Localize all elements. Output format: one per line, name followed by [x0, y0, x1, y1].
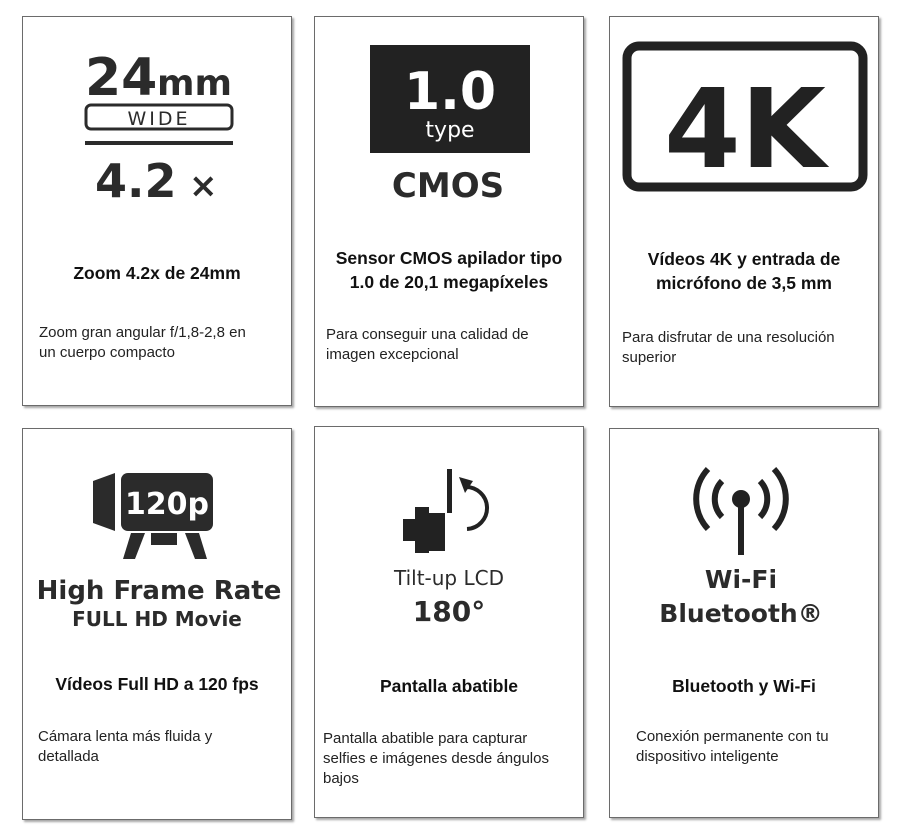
icon-text-line1: Wi-Fi [704, 565, 778, 594]
icon-text-sensor: CMOS [391, 166, 505, 206]
icon-text-times: × [189, 166, 218, 206]
feature-card-4k [609, 16, 879, 407]
icon-text-zoom: 4.2 [95, 154, 177, 208]
card-title: Vídeos 4K y entrada de micrófono de 3,5 mm [647, 249, 841, 293]
wireless-antenna-icon [610, 429, 878, 654]
4k-video-icon [610, 17, 878, 242]
card-title: Zoom 4.2x de 24mm [73, 263, 241, 283]
icon-text-wide: WIDE [127, 108, 191, 130]
icon-text-fps: 120p [124, 487, 210, 522]
card-title: Sensor CMOS apilador tipo 1.0 de 20,1 megapíxeles [335, 248, 563, 292]
feature-card-tilt-lcd [314, 426, 584, 818]
icon-text-line1: Tilt-up LCD [393, 566, 505, 590]
icon-text-line2: 180° [412, 595, 486, 628]
card-title: Bluetooth y Wi-Fi [672, 676, 816, 696]
card-description: Zoom gran angular f/1,8-2,8 en un cuerpo compacto [39, 324, 246, 361]
icon-text-type: type [425, 118, 475, 143]
icon-text-line2: Bluetooth® [659, 599, 823, 628]
feature-card-sensor [314, 16, 584, 407]
icon-text-size: 1.0 [403, 62, 497, 122]
sensor-1-type-cmos-icon [315, 17, 583, 242]
tilt-up-lcd-icon [315, 427, 583, 652]
icon-text-line1: High Frame Rate [36, 576, 282, 606]
card-title: Vídeos Full HD a 120 fps [55, 674, 259, 694]
zoom-24mm-wide-icon [23, 17, 291, 242]
card-description: Conexión permanente con tu dispositivo inteligente [636, 728, 829, 765]
card-description: Cámara lenta más fluida y detallada [38, 728, 213, 765]
card-description: Para disfrutar de una resolución superior [622, 329, 835, 366]
icon-text-focal: 24 [85, 48, 158, 108]
feature-card-high-frame-rate [22, 428, 292, 820]
card-description: Para conseguir una calidad de imagen excepcional [326, 326, 529, 363]
icon-text-line2: FULL HD Movie [72, 607, 242, 631]
feature-card-zoom [22, 16, 292, 406]
high-frame-rate-camera-icon [23, 429, 291, 654]
feature-card-wireless [609, 428, 879, 818]
icon-text-4k: 4K [664, 65, 826, 193]
icon-text-unit: mm [157, 63, 233, 104]
card-title: Pantalla abatible [379, 676, 519, 696]
card-description: Pantalla abatible para capturar selfies e imágenes desde ángulos bajos [323, 730, 549, 787]
